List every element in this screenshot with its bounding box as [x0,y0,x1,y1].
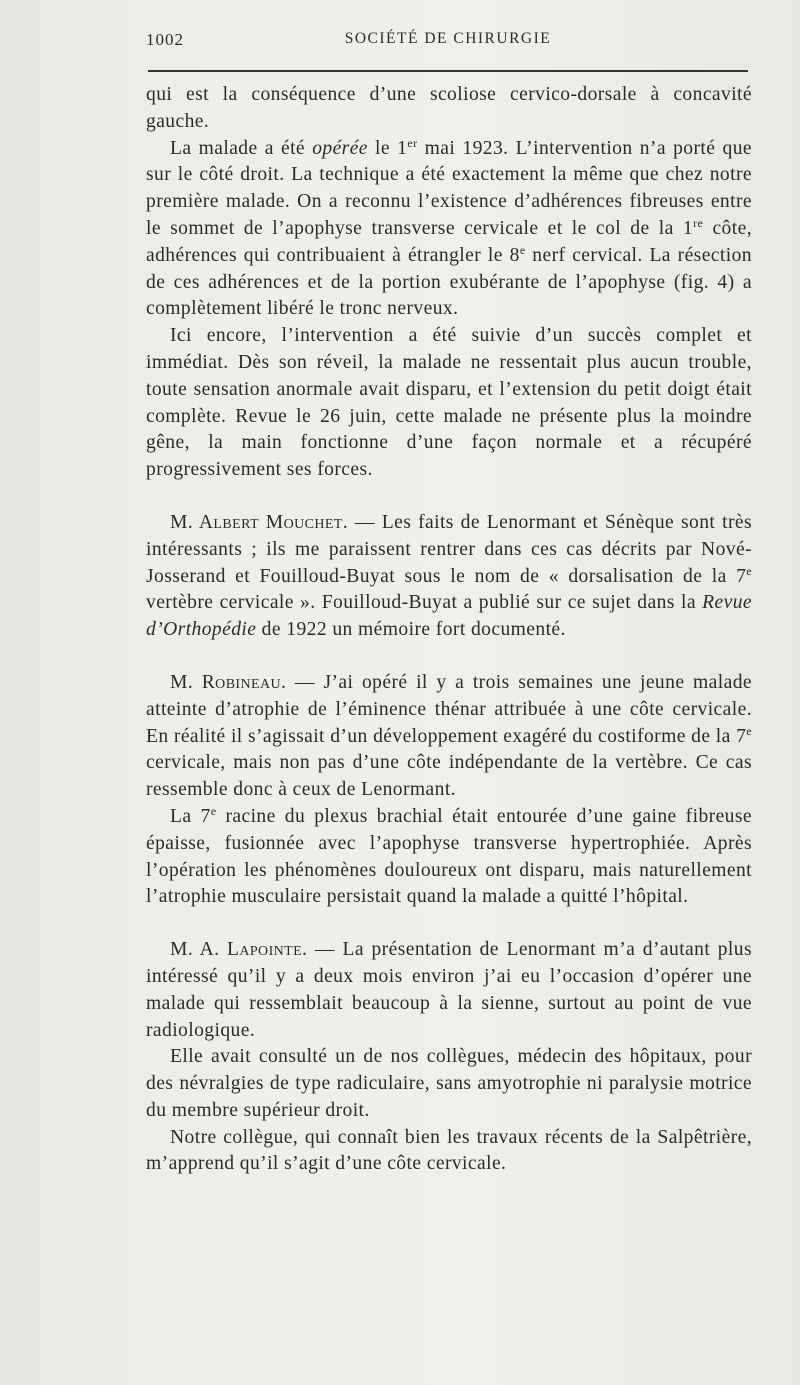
speaker-name: M. Albert Mouchet. [170,511,349,533]
page-number: 1002 [146,30,184,49]
header-rule [148,70,748,72]
paragraph-lapointe-3: Notre collègue, qui connaît bien les travaux récents de la Salpêtrière, m’apprend qu’il s’agit d’une côte cervicale. [146,1126,752,1175]
speaker-name: M. Robineau. [170,671,287,693]
paragraph-lapointe-2: Elle avait consulté un de nos collègues, médecin des hôpitaux, pour des névralgies de type radiculaire, sans amyotrophie ni paralysie motrice du membre supérieur droit. [146,1046,752,1121]
paragraph-lapointe: M. A. Lapointe. — La présentation de Lenormant m’a d’autant plus intéressé qu’il y a deux mois environ j’ai eu l’occasion d’opérer une malade qui ressemblait beaucoup à la sienne, surtout au point de vue radiologique. [146,939,752,1041]
paragraph-1: qui est la conséquence d’une scoliose cervico-dorsale à concavité gauche. [146,84,752,132]
paragraph-robineau-2: La 7e racine du plexus brachial était entourée d’une gaine fibreuse épaisse, fusionnée avec l’apophyse transverse hypertrophiée. Après l’opération les phénomènes douloureux ont disparu, mais naturellement l’atrophie musculaire persistait quand la malade a quitté l’hôpital. [146,803,752,908]
paragraph-robineau: M. Robineau. — J’ai opéré il y a trois semaines une jeune malade atteinte d’atrophie de l’éminence thénar attribuée à une côte cervicale. En réalité il s’agissait d’un développement exagéré du costiforme de la 7e cervicale, mais non pas d’une côte indépendante de la vertèbre. Ce cas ressemble donc à ceux de Lenormant. [146,671,752,801]
speaker-name: M. A. Lapointe. [170,939,308,961]
paragraph-3: Ici encore, l’intervention a été suivie d’un succès complet et immédiat. Dès son réveil, la malade ne ressentait plus aucun trouble, toute sensation anormale avait disparu, et l’extension du petit doigt était complète. Revue le 26 juin, cette malade ne présente plus la moindre gêne, la main fonctionne d’une façon normale et a récupéré progressivement ses forces. [146,325,752,481]
running-title: SOCIÉTÉ DE CHIRURGIE [344,30,552,47]
page-header [146,30,750,58]
body-text [146,82,752,1178]
paragraph-mouchet: M. Albert Mouchet. — Les faits de Lenormant et Sénèque sont très intéressants ; ils me paraissent rentrer dans ces cas décrits par Nové-Josserand et Fouilloud-Buyat sous le nom de « dorsalisation de la 7e vertèbre cervicale ». Fouilloud-Buyat a publié sur ce sujet dans la Revue d’Orthopédie de 1922 un mémoire fort documenté. [146,511,752,641]
paragraph-2: La malade a été opérée le 1er mai 1923. L’intervention n’a porté que sur le côté droit. La technique a été exactement la même que chez notre première malade. On a reconnu l’existence d’adhérences fibreuses entre le sommet de l’apophyse transverse cervicale et le col de la 1re côte, adhérences qui contribuaient à étrangler le 8e nerf cervical. La résection de ces adhérences et de la portion exubérante de l’apophyse (fig. 4) a complètement libéré le tronc nerveux. [146,135,753,320]
